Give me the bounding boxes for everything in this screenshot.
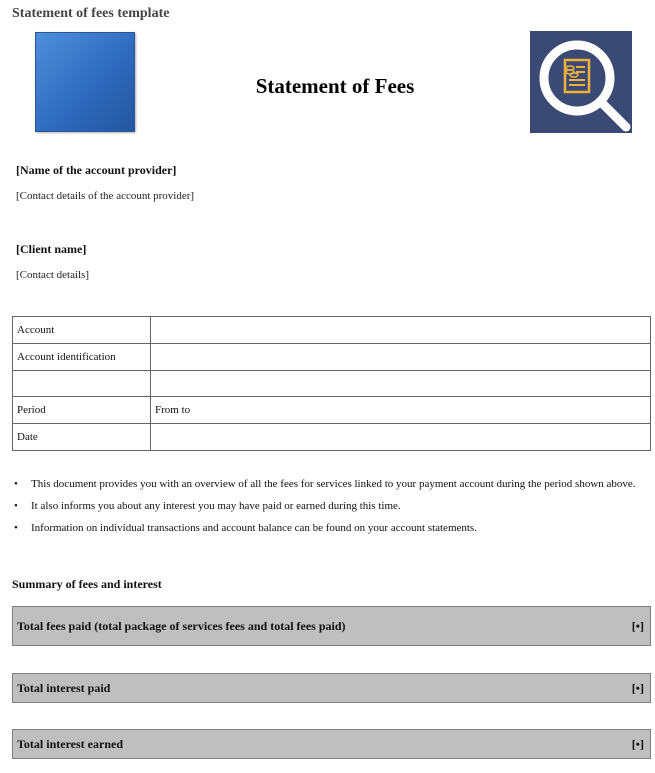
summary-row-total-fees xyxy=(12,606,651,646)
summary-heading: Summary of fees and interest xyxy=(12,577,162,591)
list-item xyxy=(12,478,651,491)
bullet-text: This document provides you with an overview of all the fees for services linked to your payment account during the period shown above. xyxy=(31,478,636,490)
row-label: Period xyxy=(13,397,151,424)
summary-row-interest-paid xyxy=(12,673,651,703)
row-label: Account xyxy=(13,317,151,344)
summary-row-label: Total fees paid (total package of services fees and total fees paid) xyxy=(17,618,346,633)
summary-row-value: [•] xyxy=(631,736,644,751)
provider-name: [Name of the account provider] xyxy=(16,163,177,177)
table-row xyxy=(13,343,651,370)
summary-row-label: Total interest paid xyxy=(17,680,111,695)
row-value xyxy=(151,370,651,397)
row-label: Account identification xyxy=(13,343,151,370)
bullet-icon: • xyxy=(14,478,18,490)
bullet-text: Information on individual transactions and account balance can be found on your account statements. xyxy=(31,522,477,534)
info-bullet-list xyxy=(12,478,651,544)
table-row xyxy=(13,397,651,424)
row-label: Date xyxy=(13,424,151,451)
summary-row-value: [•] xyxy=(631,680,644,695)
bullet-text: It also informs you about any interest you may have paid or earned during this time. xyxy=(31,500,401,512)
summary-row-value: [•] xyxy=(631,618,644,633)
bullet-icon: • xyxy=(14,522,18,534)
row-value: From to xyxy=(151,397,651,424)
summary-row-label: Total interest earned xyxy=(17,736,123,751)
list-item xyxy=(12,500,651,513)
document-magnifier-icon xyxy=(530,31,632,133)
row-value xyxy=(151,317,651,344)
row-value xyxy=(151,424,651,451)
provider-logo xyxy=(35,32,135,132)
document-title: Statement of Fees xyxy=(255,74,415,98)
table-row xyxy=(13,317,651,344)
row-label xyxy=(13,370,151,397)
table-row xyxy=(13,370,651,397)
provider-contact: [Contact details of the account provider] xyxy=(16,190,195,202)
page-label: Statement of fees template xyxy=(12,6,170,21)
summary-row-interest-earned xyxy=(12,729,651,759)
list-item xyxy=(12,522,651,535)
client-contact: [Contact details] xyxy=(16,269,90,281)
row-value xyxy=(151,343,651,370)
client-name: [Client name] xyxy=(16,242,87,256)
bullet-icon: • xyxy=(14,500,18,512)
table-row xyxy=(13,424,651,451)
account-info-table xyxy=(12,316,651,451)
